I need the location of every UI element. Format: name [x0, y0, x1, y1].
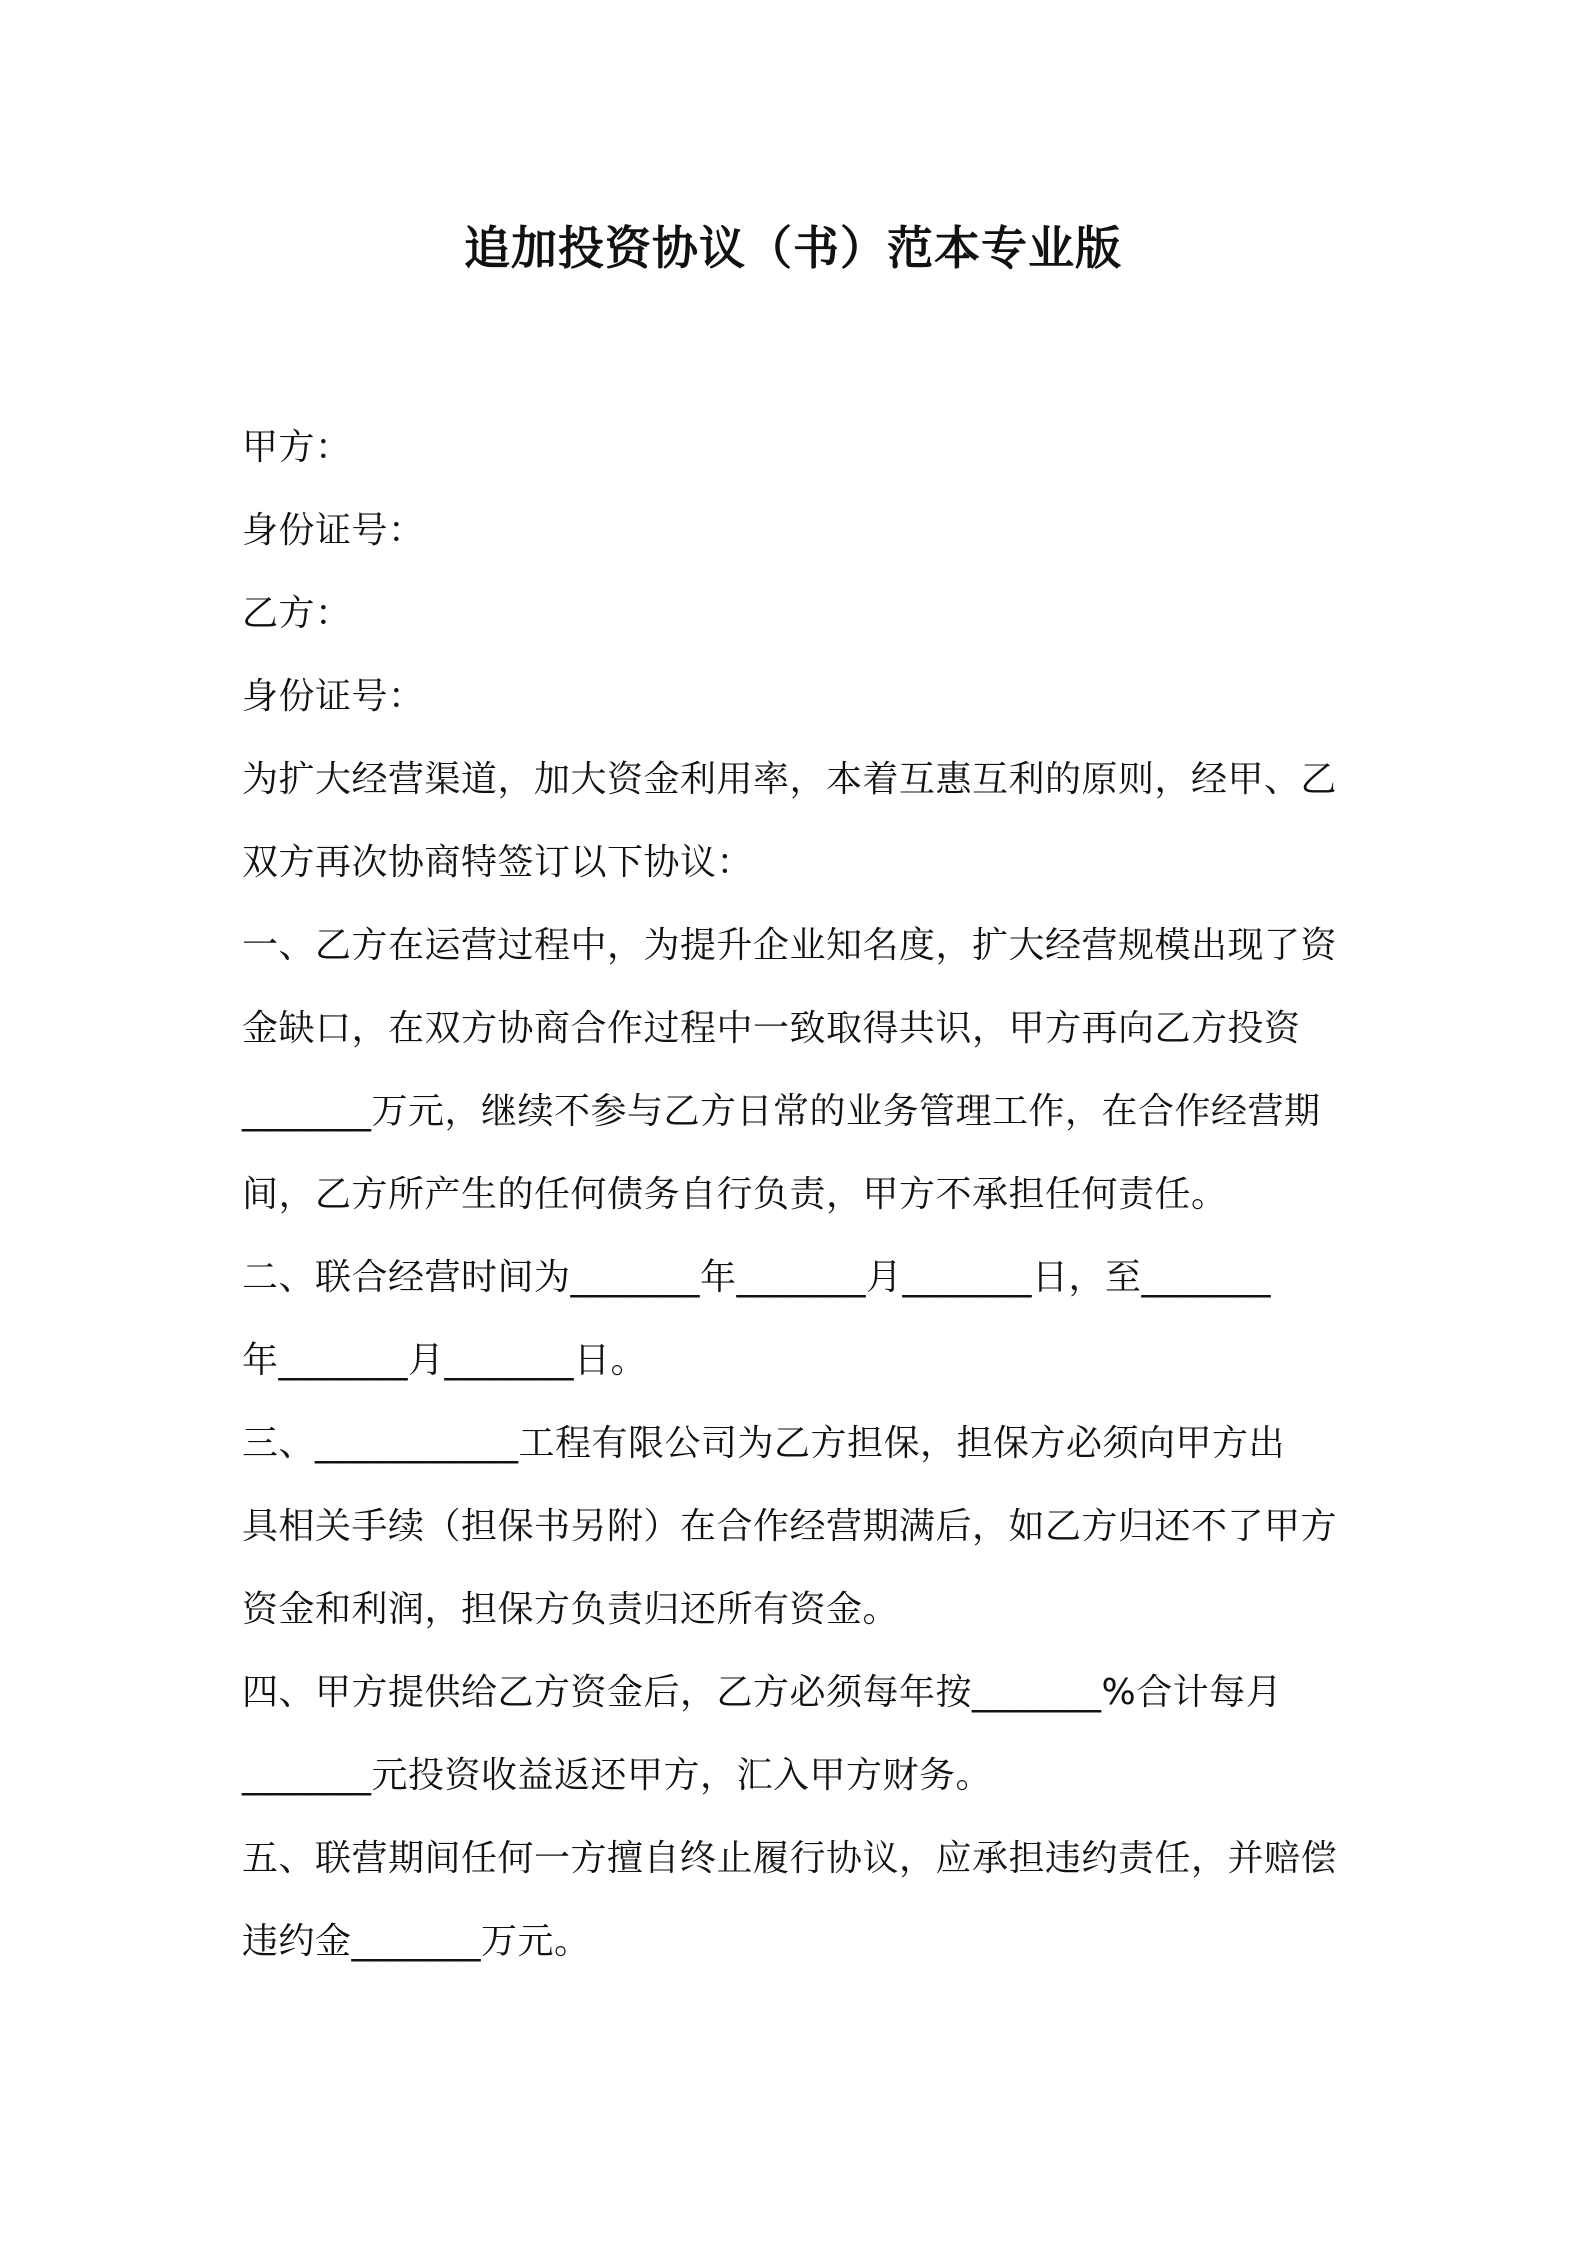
party-a-line: 甲方：: [242, 427, 352, 468]
clause-1-line-4: 间，乙方所产生的任何债务自行负责，甲方不承担任何责任。: [242, 1174, 1228, 1215]
document-body: [242, 406, 1357, 1983]
clause-4-line-2: _______元投资收益返还甲方，汇入甲方财务。: [242, 1755, 993, 1796]
party-b-line: 乙方：: [242, 593, 352, 634]
preamble-line-2: 双方再次协商特签订以下协议：: [242, 842, 754, 883]
clause-2-line-1: 二、联合经营时间为_______年_______月_______日，至_______: [242, 1257, 1272, 1298]
clause-1-line-1: 一、乙方在运营过程中，为提升企业知名度，扩大经营规模出现了资: [242, 925, 1338, 966]
clause-3-line-2: 具相关手续（担保书另附）在合作经营期满后，如乙方归还不了甲方: [242, 1506, 1338, 1547]
clause-5-line-2: 违约金_______万元。: [242, 1921, 591, 1962]
clause-3-line-1: 三、___________工程有限公司为乙方担保，担保方必须向甲方出: [242, 1423, 1286, 1464]
clause-1-line-2: 金缺口，在双方协商合作过程中一致取得共识，甲方再向乙方投资: [242, 1008, 1301, 1049]
party-b-id-line: 身份证号：: [242, 676, 425, 717]
document-title: 追加投资协议（书）范本专业版: [464, 221, 1122, 275]
clause-5-line-1: 五、联营期间任何一方擅自终止履行协议，应承担违约责任，并赔偿: [242, 1838, 1338, 1879]
clause-2-line-2: 年_______月_______日。: [242, 1340, 648, 1381]
clause-1-line-3: _______万元，继续不参与乙方日常的业务管理工作，在合作经营期: [242, 1091, 1321, 1132]
clause-3-line-3: 资金和利润，担保方负责归还所有资金。: [242, 1589, 900, 1630]
party-a-id-line: 身份证号：: [242, 510, 425, 551]
preamble-line-1: 为扩大经营渠道，加大资金利用率，本着互惠互利的原则，经甲、乙: [242, 759, 1338, 800]
clause-4-line-1: 四、甲方提供给乙方资金后，乙方必须每年按_______%合计每月: [242, 1672, 1283, 1713]
